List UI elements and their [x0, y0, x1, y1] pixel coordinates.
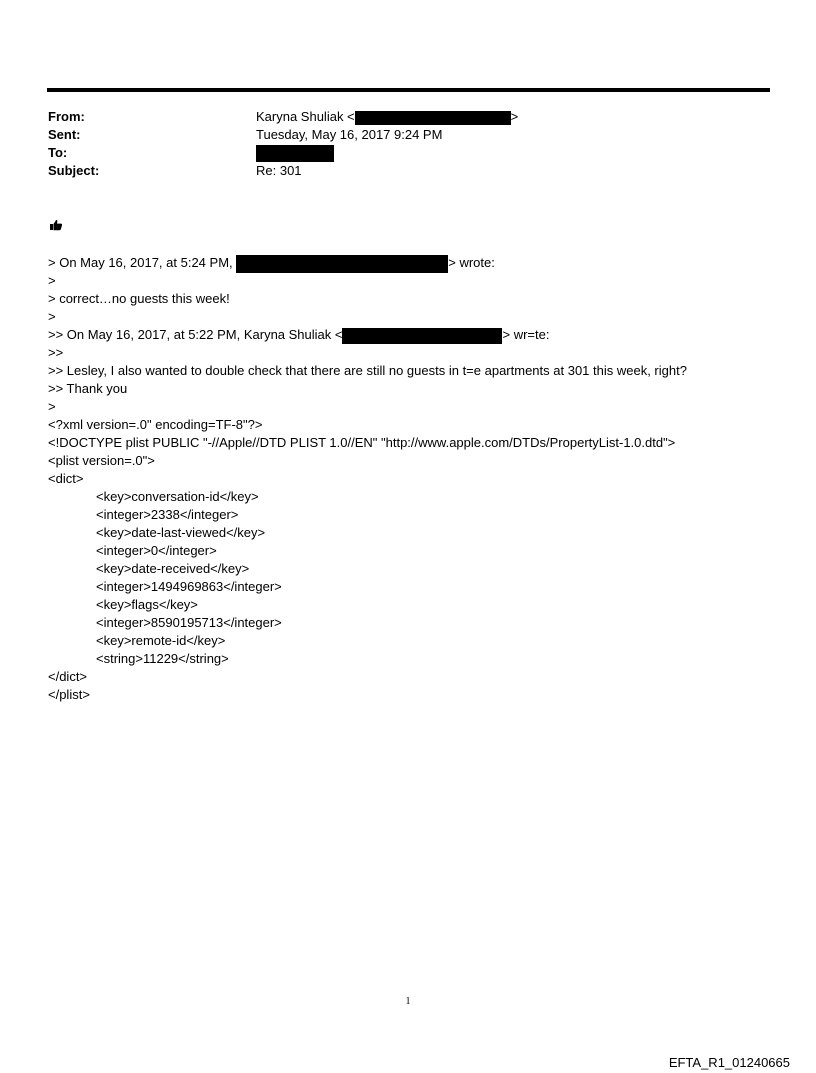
- redacted-block: [256, 145, 334, 162]
- page-number: 1: [405, 996, 411, 1007]
- sent-value: Tuesday, May 16, 2017 9:24 PM: [256, 127, 443, 142]
- email-header: [48, 108, 748, 180]
- xml-line: </dict>: [48, 669, 88, 684]
- from-label: From:: [48, 109, 85, 124]
- xml-line: <integer>8590195713</integer>: [96, 615, 282, 630]
- xml-line: </plist>: [48, 687, 90, 702]
- to-value: [256, 144, 334, 162]
- xml-line: <key>conversation-id</key>: [96, 489, 259, 504]
- redacted-block: [342, 328, 502, 344]
- xml-line: <string>11229</string>: [96, 651, 229, 666]
- quote-line: [48, 254, 788, 272]
- redacted-block: [236, 255, 448, 273]
- sent-label: Sent:: [48, 127, 81, 142]
- thumbs-up-icon: [49, 219, 63, 231]
- xml-line: <dict>: [48, 471, 84, 486]
- xml-line: <key>remote-id</key>: [96, 633, 226, 648]
- document-id: EFTA_R1_01240665: [668, 1055, 790, 1070]
- xml-line: <?xml version=.0" encoding=TF-8"?>: [48, 417, 263, 432]
- sent-row: [48, 126, 748, 144]
- quote-suffix: > wrote:: [448, 255, 495, 270]
- xml-line: <!DOCTYPE plist PUBLIC "-//Apple//DTD PLIST 1.0//EN" "http://www.apple.com/DTDs/PropertyList-1.0.dtd">: [48, 435, 676, 450]
- to-row: [48, 144, 748, 162]
- xml-line: <integer>2338</integer>: [96, 507, 239, 522]
- subject-value: Re: 301: [256, 163, 302, 178]
- from-value: [256, 108, 518, 126]
- quote-line: >> Lesley, I also wanted to double check that there are still no guests in t=e apartments at 301 this week, right?: [48, 363, 687, 378]
- xml-line: <key>date-last-viewed</key>: [96, 525, 266, 540]
- quote-line: >: [48, 309, 56, 324]
- subject-label: Subject:: [48, 163, 100, 178]
- quote-prefix: >> On May 16, 2017, at 5:22 PM, Karyna Shuliak <: [48, 327, 343, 342]
- xml-line: <plist version=.0">: [48, 453, 155, 468]
- quote-line: >> Thank you: [48, 381, 128, 396]
- email-body: [48, 254, 788, 704]
- quote-prefix: > On May 16, 2017, at 5:24 PM,: [48, 255, 237, 270]
- from-row: [48, 108, 748, 126]
- quote-line: >: [48, 273, 56, 288]
- quote-line: > correct…no guests this week!: [48, 291, 230, 306]
- xml-line: <key>flags</key>: [96, 597, 198, 612]
- redacted-block: [355, 111, 511, 125]
- xml-line: <key>date-received</key>: [96, 561, 250, 576]
- xml-line: <integer>0</integer>: [96, 543, 217, 558]
- quote-line: >: [48, 399, 56, 414]
- to-label: To:: [48, 145, 68, 160]
- from-close: >: [510, 109, 519, 124]
- xml-line: <integer>1494969863</integer>: [96, 579, 282, 594]
- quote-line: [48, 326, 788, 344]
- header-rule: [47, 88, 770, 92]
- quote-suffix: > wr=te:: [502, 327, 550, 342]
- subject-row: [48, 162, 748, 180]
- from-name: Karyna Shuliak <: [256, 109, 355, 124]
- quote-line: >>: [48, 345, 64, 360]
